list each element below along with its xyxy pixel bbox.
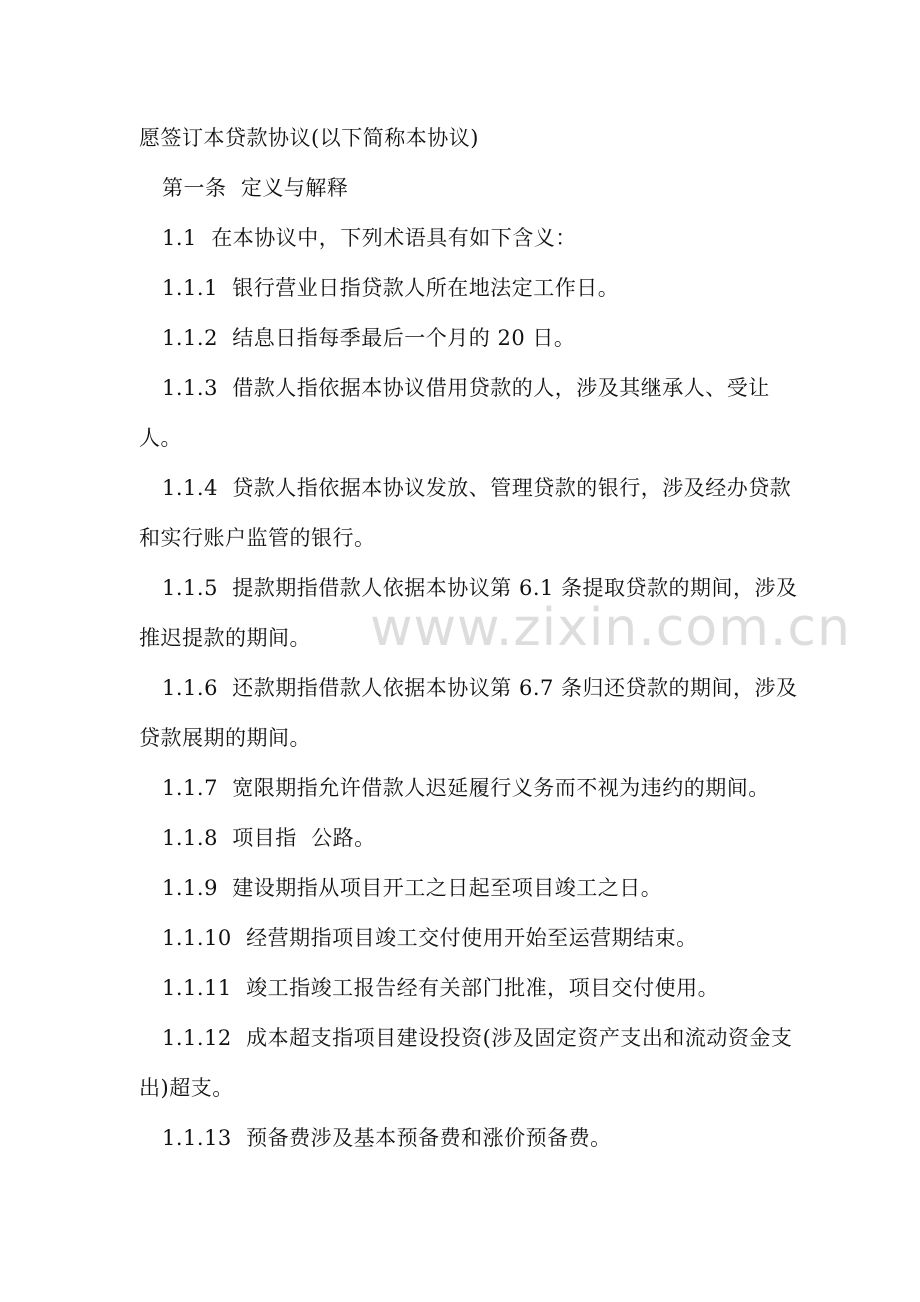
clause-1-1-6: 1.1.6 还款期指借款人依据本协议第 6.7 条归还贷款的期间，涉及贷款展期的期间。	[139, 676, 798, 750]
clause-1-1-9: 1.1.9 建设期指从项目开工之日起至项目竣工之日。	[162, 876, 663, 900]
clause-1-1-7: 1.1.7 宽限期指允许借款人迟延履行义务而不视为违约的期间。	[162, 776, 770, 800]
clause-1-1-3: 1.1.3 借款人指依据本协议借用贷款的人，涉及其继承人、受让人。	[139, 376, 770, 450]
intro-line: 愿签订本贷款协议(以下简称本协议)	[139, 126, 479, 150]
document-body	[139, 113, 799, 1163]
clause-1-1-13: 1.1.13 预备费涉及基本预备费和涨价预备费。	[162, 1126, 612, 1150]
clause-1-1-12: 1.1.12 成本超支指项目建设投资(涉及固定资产支出和流动资金支出)超支。	[139, 1026, 793, 1100]
clause-1-1-2: 1.1.2 结息日指每季最后一个月的 20 日。	[162, 326, 576, 350]
clause-1-1-4: 1.1.4 贷款人指依据本协议发放、管理贷款的银行，涉及经办贷款和实行账户监管的银行。	[139, 476, 792, 550]
watermark: www.zixin.com.cn	[370, 598, 851, 658]
clause-1-1-5: 1.1.5 提款期指借款人依据本协议第 6.1 条提取贷款的期间，涉及推迟提款的期间。	[139, 576, 798, 650]
article-heading: 第一条 定义与解释	[162, 176, 349, 200]
clause-1-1-1: 1.1.1 银行营业日指贷款人所在地法定工作日。	[162, 276, 620, 300]
clause-1-1-8: 1.1.8 项目指 公路。	[162, 826, 376, 850]
clause-1-1-10: 1.1.10 经营期指项目竣工交付使用开始至运营期结束。	[162, 926, 698, 950]
clause-1-1-11: 1.1.11 竣工指竣工报告经有关部门批准，项目交付使用。	[162, 976, 720, 1000]
clause-1-1: 1.1 在本协议中，下列术语具有如下含义：	[162, 226, 577, 250]
